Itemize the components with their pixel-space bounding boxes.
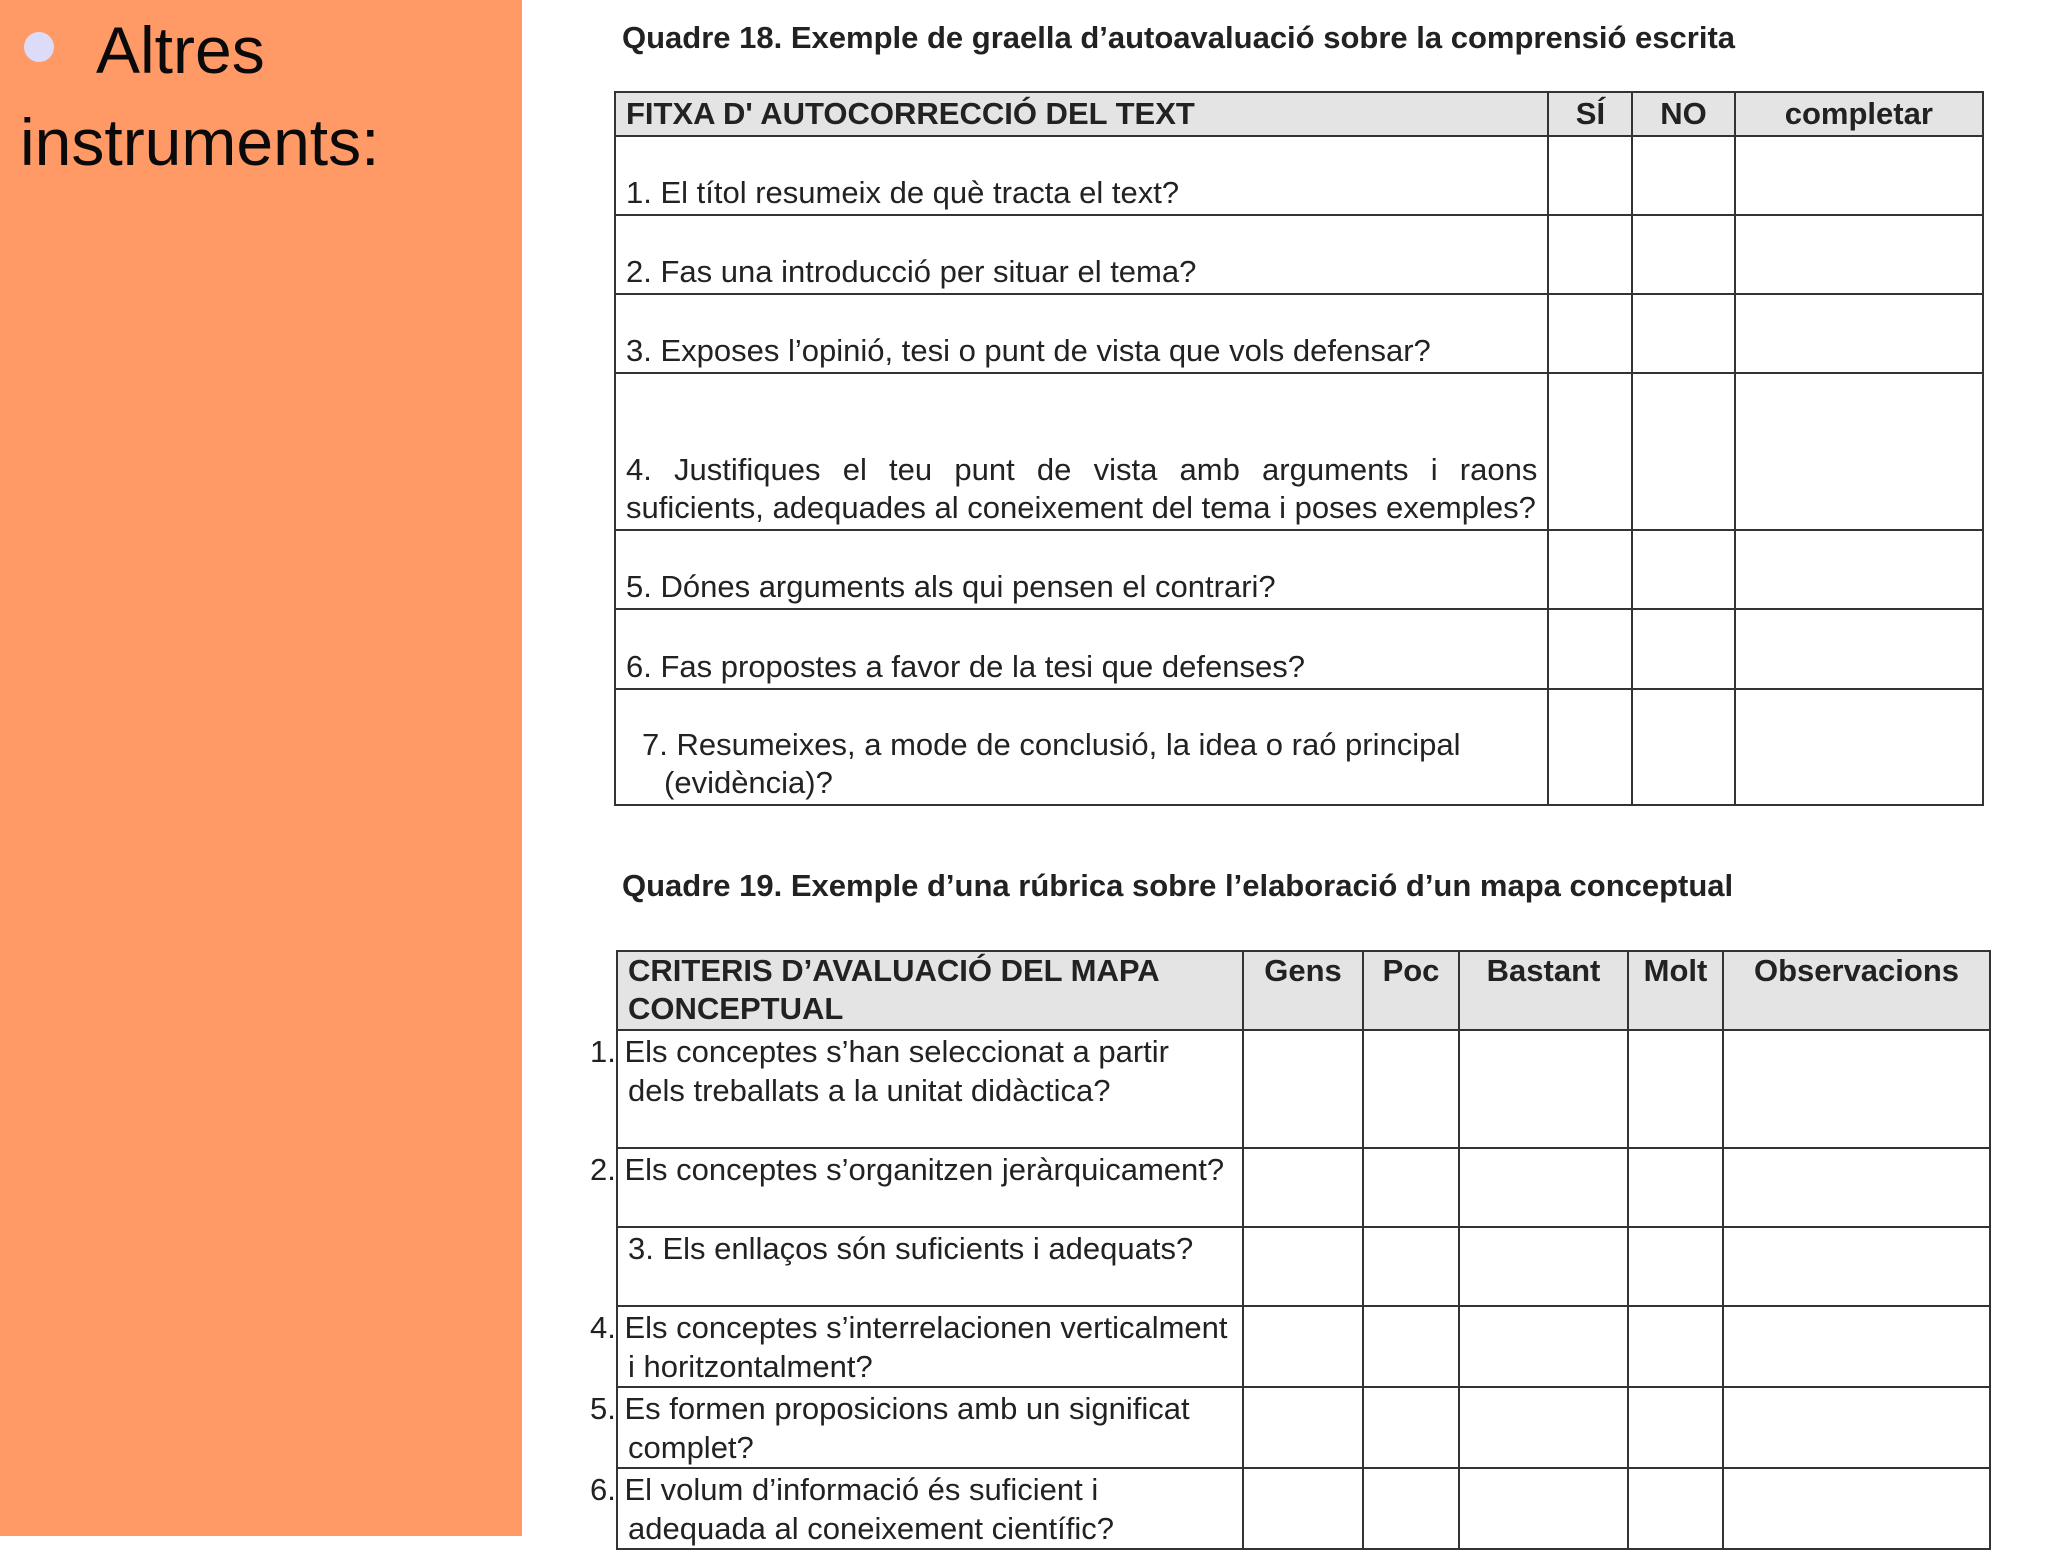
header-cell: Gens — [1243, 951, 1363, 1030]
criterion-cell: 5. Es formen proposicions amb un significat complet? — [617, 1387, 1243, 1468]
answer-cell[interactable] — [1548, 609, 1632, 689]
answer-cell[interactable] — [1735, 136, 1983, 215]
table-row — [617, 1468, 1990, 1549]
question-cell: 4. Justifiques el teu punt de vista amb arguments i raons suficients, adequades al coneixement del tema i poses exemples? — [615, 373, 1548, 530]
header-cell: completar — [1735, 92, 1983, 136]
rating-cell[interactable] — [1459, 1468, 1628, 1549]
rating-cell[interactable] — [1628, 1030, 1723, 1148]
rating-cell[interactable] — [1628, 1468, 1723, 1549]
rating-cell[interactable] — [1459, 1148, 1628, 1227]
table-row — [617, 1227, 1990, 1306]
table-row — [617, 1148, 1990, 1227]
answer-cell[interactable] — [1632, 136, 1734, 215]
rating-cell[interactable] — [1363, 1468, 1459, 1549]
answer-cell[interactable] — [1735, 373, 1983, 530]
answer-cell[interactable] — [1632, 689, 1734, 805]
criterion-cell: 3. Els enllaços són suficients i adequats? — [617, 1227, 1243, 1306]
rating-cell[interactable] — [1628, 1148, 1723, 1227]
bullet-dot-icon — [24, 32, 54, 62]
rating-cell[interactable] — [1723, 1148, 1990, 1227]
rating-cell[interactable] — [1723, 1306, 1990, 1387]
header-cell: Molt — [1628, 951, 1723, 1030]
criterion-cell: 1. Els conceptes s’han seleccionat a partir dels treballats a la unitat didàctica? — [617, 1030, 1243, 1148]
answer-cell[interactable] — [1548, 689, 1632, 805]
question-cell: 1. El títol resumeix de què tracta el text? — [615, 136, 1548, 215]
rating-cell[interactable] — [1243, 1387, 1363, 1468]
answer-cell[interactable] — [1548, 136, 1632, 215]
question-cell: 3. Exposes l’opinió, tesi o punt de vista que vols defensar? — [615, 294, 1548, 373]
answer-cell[interactable] — [1632, 530, 1734, 609]
question-cell: 7. Resumeixes, a mode de conclusió, la idea o raó principal (evidència)? — [615, 689, 1548, 805]
table-18-caption: Quadre 18. Exemple de graella d’autoavaluació sobre la comprensió escrita — [622, 20, 1736, 55]
criterion-cell: 2. Els conceptes s’organitzen jeràrquicament? — [617, 1148, 1243, 1227]
answer-cell[interactable] — [1735, 609, 1983, 689]
header-cell: Observacions — [1723, 951, 1990, 1030]
rating-cell[interactable] — [1243, 1468, 1363, 1549]
table-row — [615, 609, 1983, 689]
rating-cell[interactable] — [1243, 1306, 1363, 1387]
answer-cell[interactable] — [1735, 689, 1983, 805]
rating-cell[interactable] — [1243, 1148, 1363, 1227]
question-cell: 5. Dónes arguments als qui pensen el contrari? — [615, 530, 1548, 609]
answer-cell[interactable] — [1548, 373, 1632, 530]
answer-cell[interactable] — [1548, 215, 1632, 294]
slide-heading-line2: instruments: — [20, 105, 380, 179]
header-cell: NO — [1632, 92, 1734, 136]
rating-cell[interactable] — [1723, 1030, 1990, 1148]
rating-cell[interactable] — [1363, 1387, 1459, 1468]
table-row — [615, 373, 1983, 530]
rating-cell[interactable] — [1628, 1227, 1723, 1306]
question-cell: 2. Fas una introducció per situar el tema? — [615, 215, 1548, 294]
rating-cell[interactable] — [1723, 1227, 1990, 1306]
answer-cell[interactable] — [1548, 294, 1632, 373]
question-cell: 6. Fas propostes a favor de la tesi que defenses? — [615, 609, 1548, 689]
self-correction-table — [614, 91, 1984, 806]
answer-cell[interactable] — [1735, 530, 1983, 609]
rating-cell[interactable] — [1628, 1387, 1723, 1468]
table-19-caption: Quadre 19. Exemple d’una rúbrica sobre l’elaboració d’un mapa conceptual — [622, 868, 1734, 903]
table-row — [615, 530, 1983, 609]
table-row — [615, 215, 1983, 294]
answer-cell[interactable] — [1735, 215, 1983, 294]
rating-cell[interactable] — [1723, 1468, 1990, 1549]
rating-cell[interactable] — [1363, 1227, 1459, 1306]
slide-heading-line1: Altres — [96, 13, 265, 87]
table-row — [615, 689, 1983, 805]
table-header-row — [615, 92, 1983, 136]
header-cell: Bastant — [1459, 951, 1628, 1030]
header-cell: CRITERIS D’AVALUACIÓ DEL MAPA CONCEPTUAL — [617, 951, 1243, 1030]
rating-cell[interactable] — [1243, 1030, 1363, 1148]
answer-cell[interactable] — [1735, 294, 1983, 373]
rating-cell[interactable] — [1459, 1387, 1628, 1468]
answer-cell[interactable] — [1632, 609, 1734, 689]
concept-map-rubric-table — [590, 950, 1991, 1550]
header-cell: SÍ — [1548, 92, 1632, 136]
table-row — [617, 1030, 1990, 1148]
rating-cell[interactable] — [1363, 1030, 1459, 1148]
rating-cell[interactable] — [1628, 1306, 1723, 1387]
answer-cell[interactable] — [1548, 530, 1632, 609]
rating-cell[interactable] — [1459, 1227, 1628, 1306]
rating-cell[interactable] — [1363, 1306, 1459, 1387]
header-cell: FITXA D' AUTOCORRECCIÓ DEL TEXT — [615, 92, 1548, 136]
table-row — [617, 1306, 1990, 1387]
criterion-cell: 6. El volum d’informació és suficient i adequada al coneixement científic? — [617, 1468, 1243, 1549]
header-cell: Poc — [1363, 951, 1459, 1030]
rating-cell[interactable] — [1243, 1227, 1363, 1306]
table-row — [617, 1387, 1990, 1468]
answer-cell[interactable] — [1632, 373, 1734, 530]
table-row — [615, 136, 1983, 215]
rating-cell[interactable] — [1723, 1387, 1990, 1468]
rating-cell[interactable] — [1363, 1148, 1459, 1227]
answer-cell[interactable] — [1632, 294, 1734, 373]
rating-cell[interactable] — [1459, 1306, 1628, 1387]
table-row — [615, 294, 1983, 373]
rating-cell[interactable] — [1459, 1030, 1628, 1148]
criterion-cell: 4. Els conceptes s’interrelacionen verticalment i horitzontalment? — [617, 1306, 1243, 1387]
table-header-row — [617, 951, 1990, 1030]
slide-side-panel — [0, 0, 522, 1536]
answer-cell[interactable] — [1632, 215, 1734, 294]
